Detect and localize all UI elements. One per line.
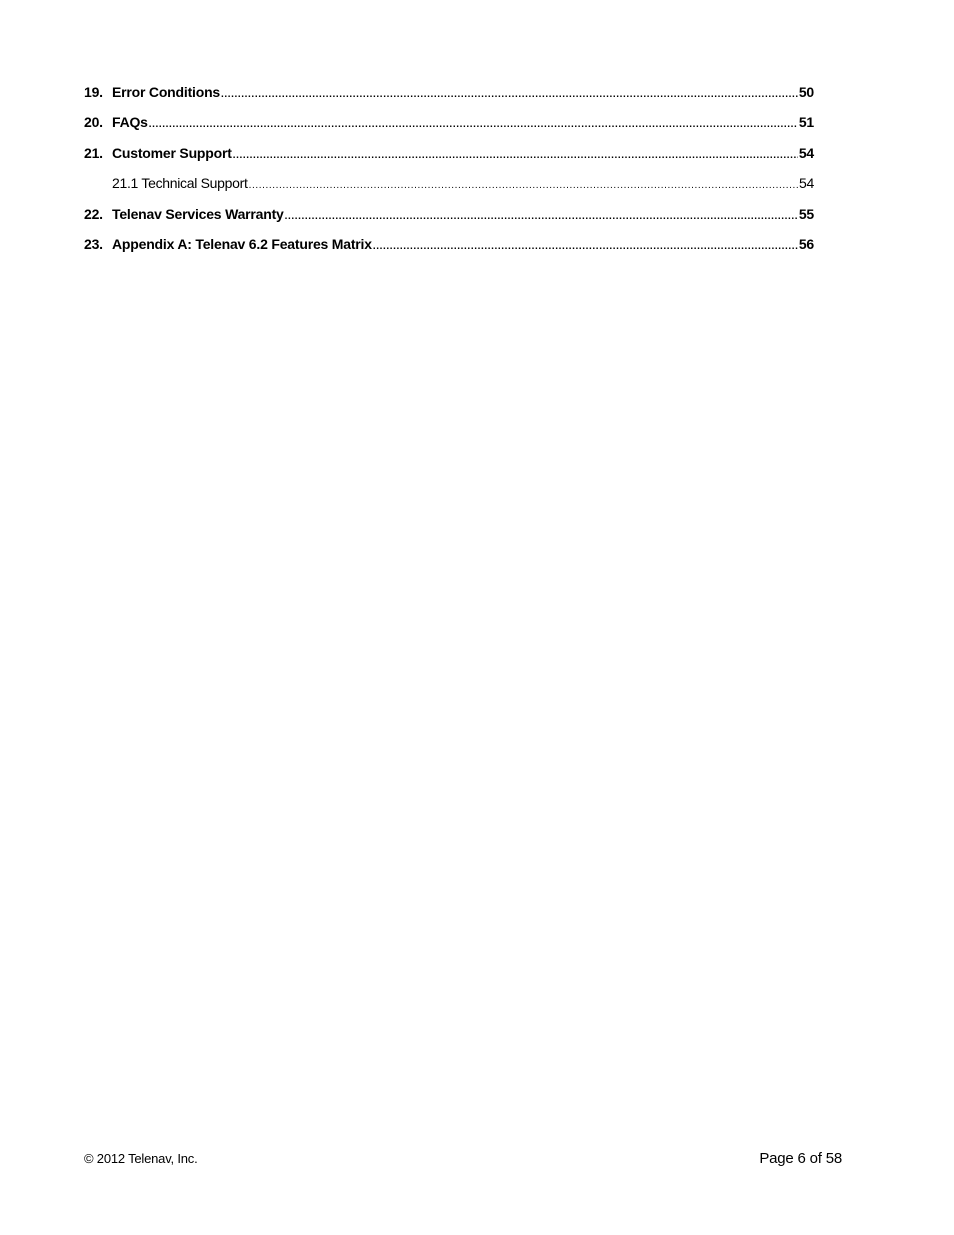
toc-entry-page: 55 (798, 205, 814, 222)
toc-entry-page: 50 (798, 84, 814, 100)
toc-entry-page: 54 (799, 175, 814, 192)
toc-entry-page: 51 (798, 114, 814, 131)
page-footer (84, 1150, 842, 1167)
toc-entry-title: Appendix A: Telenav 6.2 Features Matrix (112, 235, 372, 252)
toc-entry-technical-support[interactable] (84, 173, 814, 203)
toc-entry-number: 19. (84, 84, 103, 100)
toc-entry-customer-support[interactable] (84, 143, 814, 173)
toc-entry-title: Telenav Services Warranty (112, 205, 284, 222)
toc-entry-number: 20. (84, 114, 103, 131)
toc-entry-title: 21.1 Technical Support (112, 175, 248, 192)
table-of-contents (84, 82, 814, 264)
footer-copyright: © 2012 Telenav, Inc. (84, 1151, 198, 1166)
toc-entry-number: 23. (84, 235, 103, 252)
toc-entry-appendix-a[interactable] (84, 234, 814, 264)
toc-dot-leader (221, 85, 798, 105)
toc-entry-title: FAQs (112, 114, 148, 131)
toc-dot-leader (233, 146, 798, 166)
toc-dot-leader (149, 115, 798, 135)
toc-dot-leader (249, 176, 798, 196)
toc-entry-error-conditions[interactable] (84, 82, 814, 112)
toc-entry-title: Customer Support (112, 144, 232, 161)
toc-dot-leader (285, 207, 798, 227)
toc-entry-number: 21. (84, 144, 103, 161)
toc-entry-number: 22. (84, 205, 103, 222)
toc-entry-page: 54 (798, 144, 814, 161)
toc-entry-services-warranty[interactable] (84, 204, 814, 234)
footer-page-number: Page 6 of 58 (759, 1150, 842, 1167)
toc-entry-page: 56 (798, 235, 814, 252)
toc-entry-faqs[interactable] (84, 112, 814, 142)
toc-dot-leader (373, 237, 798, 257)
toc-entry-title: Error Conditions (112, 84, 221, 100)
